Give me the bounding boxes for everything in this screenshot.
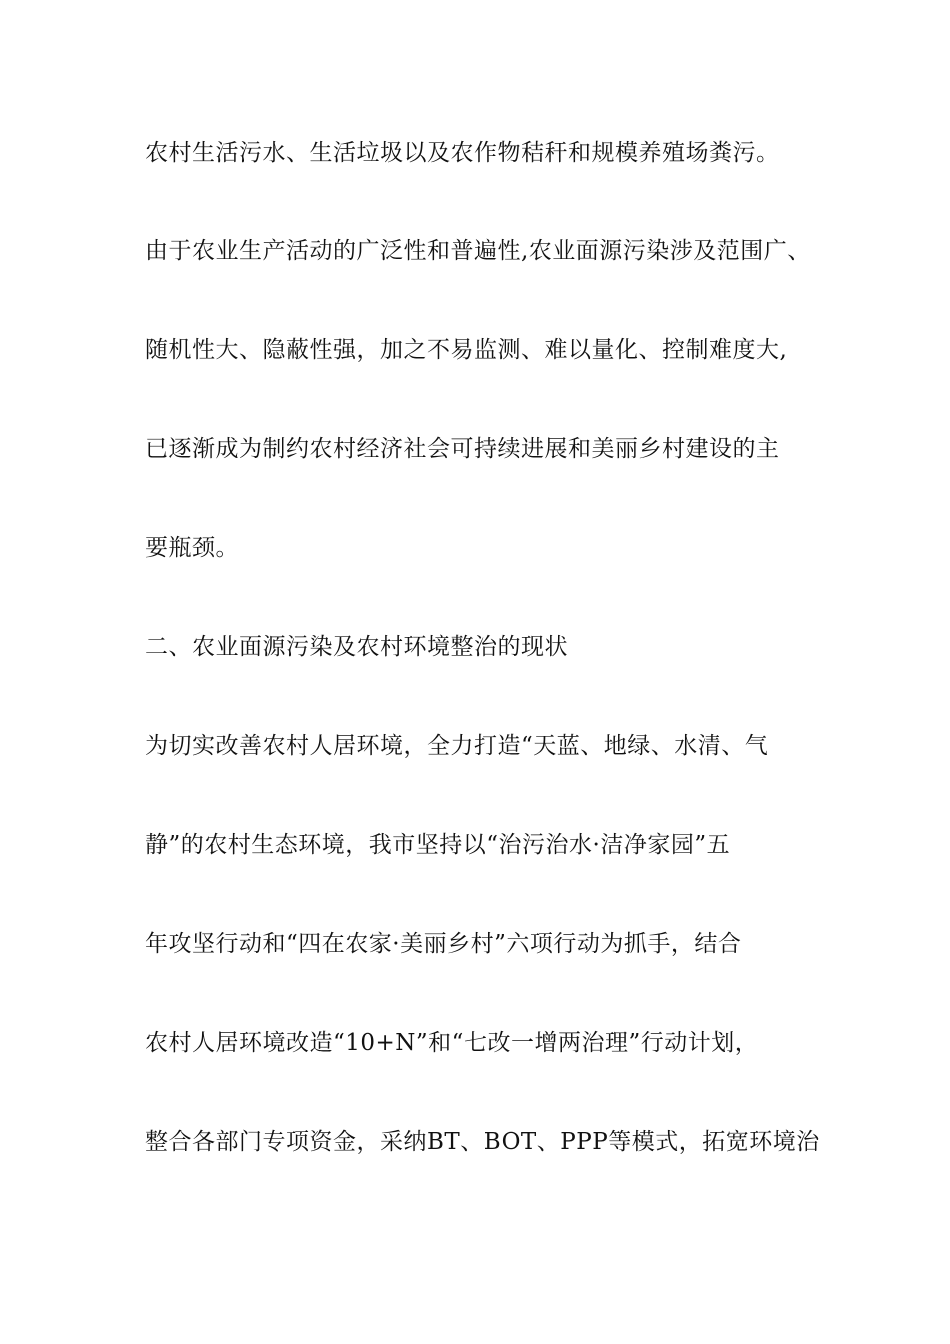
- text-line: 年攻坚行动和“四在农家·美丽乡村”六项行动为抓手，结合: [145, 931, 742, 957]
- text-line: 随机性大、隐蔽性强，加之不易监测、难以量化、控制难度大,: [145, 337, 788, 363]
- text-line: 农村人居环境改造“10+N”和“七改一增两治理”行动计划，: [145, 1030, 759, 1056]
- text-line: 由于农业生产活动的广泛性和普遍性,农业面源污染涉及范围广、: [145, 238, 811, 264]
- text-line: 为切实改善农村人居环境，全力打造“天蓝、地绿、水清、气: [145, 733, 769, 759]
- text-line: 已逐渐成为制约农村经济社会可持续进展和美丽乡村建设的主: [145, 436, 780, 462]
- section-heading: 二、农业面源污染及农村环境整治的现状: [145, 634, 568, 660]
- text-line: 静”的农村生态环境，我市坚持以“治污治水·洁净家园”五: [145, 832, 731, 858]
- text-line: 农村生活污水、生活垃圾以及农作物秸秆和规模养殖场粪污。: [145, 140, 780, 166]
- text-line: 整合各部门专项资金，采纳BT、BOT、PPP等模式，拓宽环境治: [145, 1129, 820, 1155]
- text-line: 要瓶颈。: [145, 535, 239, 561]
